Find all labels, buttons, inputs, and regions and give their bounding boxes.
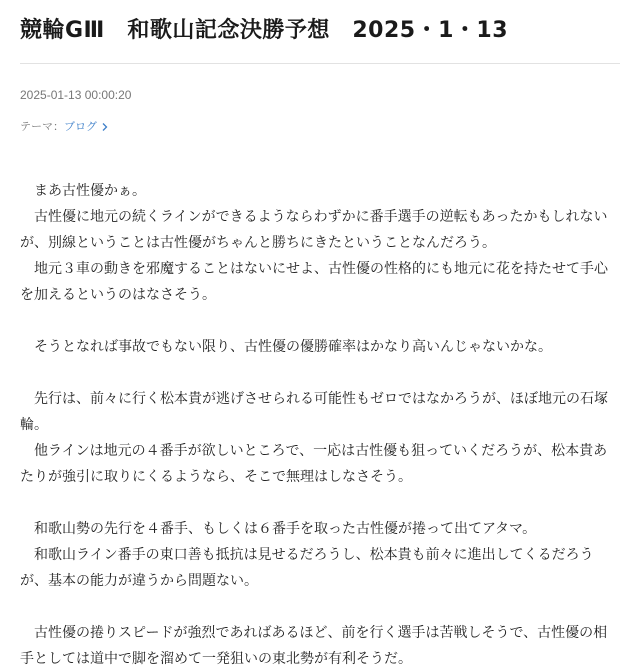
post-title: 競輪GⅢ 和歌山記念決勝予想 2025・1・13 [20, 18, 509, 43]
theme-link-blog[interactable] [64, 120, 109, 134]
body-paragraph: 古性優の捲りスピードが強烈であればあるほど、前を行く選手は苦戦しそうで、古性優の相手としては道中で脚を溜めて一発狙いの東北勢が有利そうだ。 [20, 625, 608, 667]
title-divider [20, 63, 620, 64]
post-theme [20, 120, 620, 134]
post-datetime: 2025-01-13 00:00:20 [20, 88, 132, 102]
paragraph-gap [20, 490, 620, 516]
theme-label: テーマ： [20, 120, 64, 133]
paragraph-gap [20, 360, 620, 386]
body-paragraph: 古性優に地元の続くラインができるようならわずかに番手選手の逆転もあったかもしれないが、別線ということは古性優がちゃんと勝ちにきたということなんだろう。 [20, 209, 608, 251]
body-paragraph: 和歌山ライン番手の東口善も抵抗は見せるだろうし、松本貴も前々に進出してくるだろうが、基本の能力が違うから問題ない。 [20, 547, 594, 589]
post-body [20, 178, 620, 672]
body-paragraph: 和歌山勢の先行を４番手、もしくは６番手を取った古性優が捲って出てアタマ。 [34, 521, 537, 537]
body-paragraph: そうとなれば事故でもない限り、古性優の優勝確率はかなり高いんじゃないかな。 [34, 339, 552, 355]
paragraph-gap [20, 594, 620, 620]
theme-link-label: ブログ [64, 120, 97, 133]
body-paragraph: まあ古性優かぁ。 [34, 183, 146, 199]
body-paragraph: 先行は、前々に行く松本貴が逃げさせられる可能性もゼロではなかろうが、ほぼ地元の石塚輪。 [20, 391, 608, 433]
body-paragraph: 他ラインは地元の４番手が欲しいところで、一応は古性優も狙っていくだろうが、松本貴あたりが強引に取りにくるようなら、そこで無理はしなさそう。 [20, 443, 608, 485]
paragraph-gap [20, 308, 620, 334]
chevron-right-icon [100, 122, 109, 132]
body-paragraph: 地元３車の動きを邪魔することはないにせよ、古性優の性格的にも地元に花を持たせて手心を加えるというのはなさそう。 [20, 261, 608, 303]
